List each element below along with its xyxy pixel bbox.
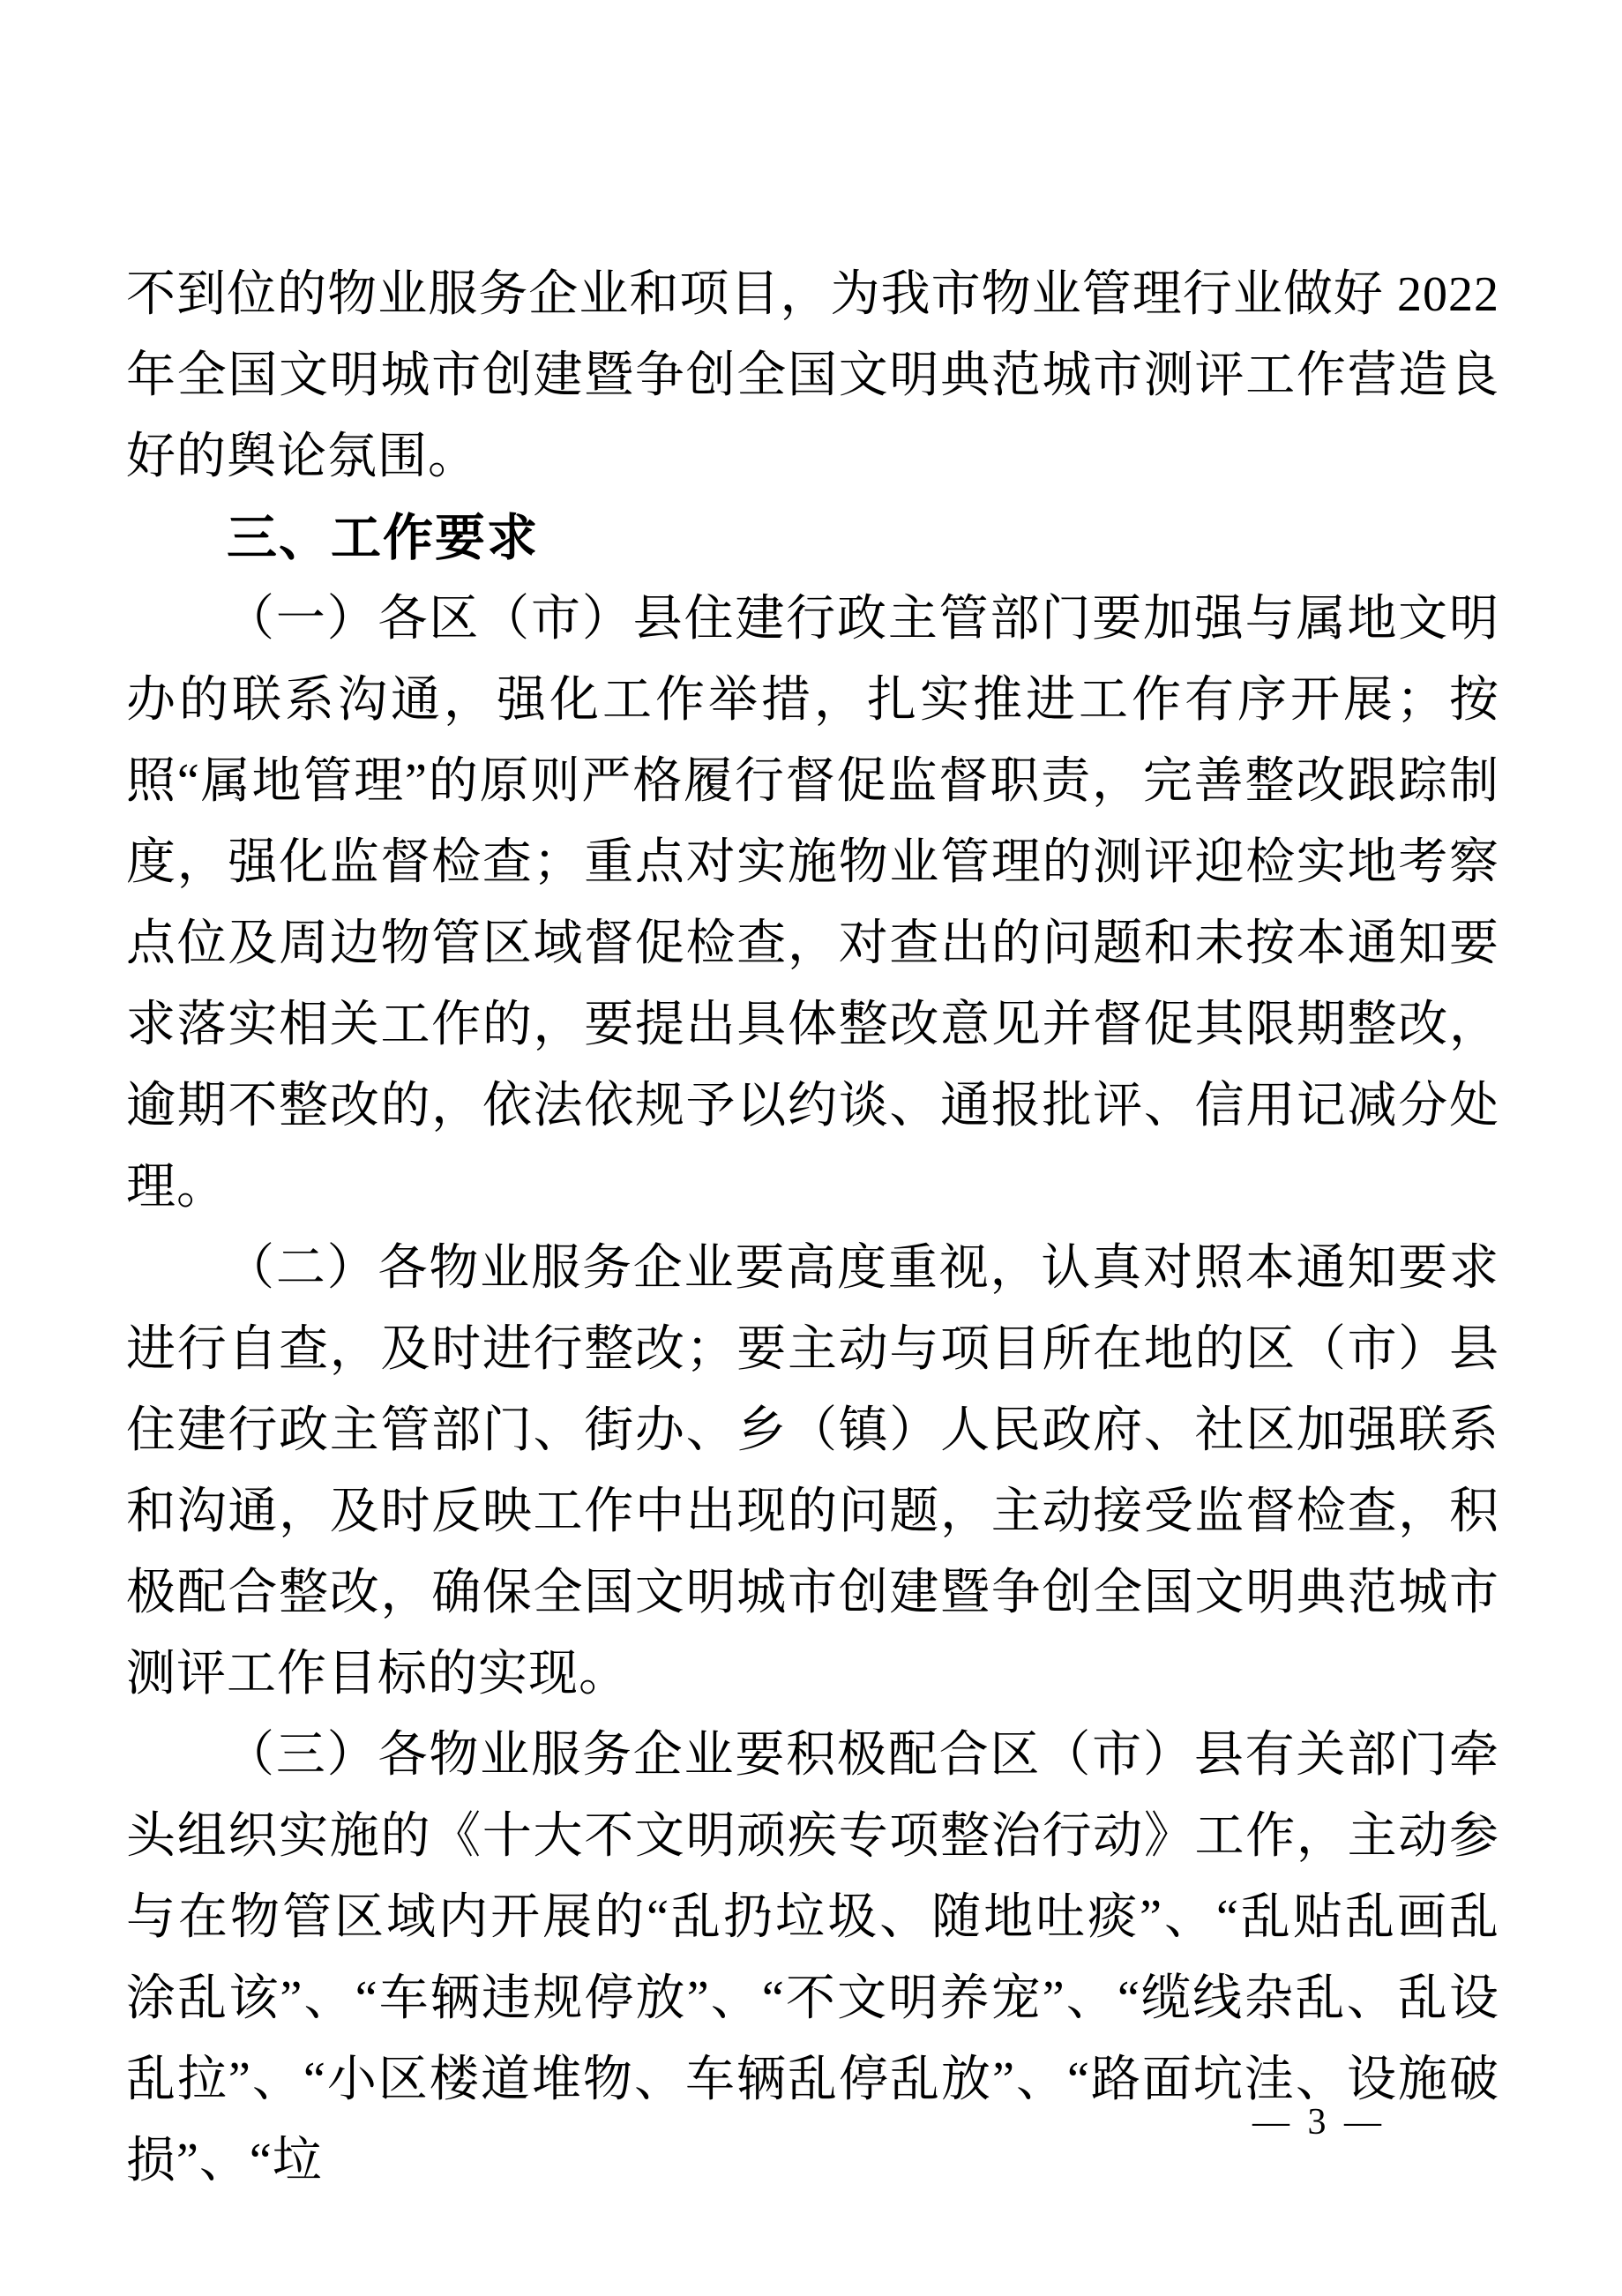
section-heading: 三、工作要求 xyxy=(227,510,539,566)
paragraph-item-two: （二）各物业服务企业要高度重视，认真对照本通知要求进行自查，及时进行整改；要主动与项目所在地的区（市）县住建行政主管部门、街办、乡（镇）人民政府、社区加强联系和沟通，及时反映工作中出现的问题，主动接受监督检查，积极配合整改，确保全国文明城市创建暨争创全国文明典范城市测评工作目标的实现。 xyxy=(126,1241,1499,1701)
paragraph-intro-continuation: 不到位的物业服务企业和项目，为我市物业管理行业做好 2022 年全国文明城市创建暨争创全国文明典范城市测评工作营造良好的舆论氛围。 xyxy=(126,267,1499,484)
document-body xyxy=(126,254,1499,2202)
paragraph-item-one: （一）各区（市）县住建行政主管部门要加强与属地文明办的联系沟通，强化工作举措，扎实推进工作有序开展；按照“属地管理”的原则严格履行督促监督职责，完善整改跟踪制度，强化监督检查；重点对实施物业管理的测评迎检实地考察点位及周边物管区域督促检查，对查出的问题和未按本通知要求落实相关工作的，要提出具体整改意见并督促其限期整改，逾期不整改的，依法依规予以约谈、通报批评、信用记减分处理。 xyxy=(126,592,1499,1215)
paragraph-item-three: （三）各物业服务企业要积极配合区（市）县有关部门牵头组织实施的《十大不文明顽疾专项整治行动》工作，主动参与在物管区域内开展的“乱扔垃圾、随地吐痰”、“乱贴乱画乱涂乱该”、“车辆违规停放”、“不文明养宠”、“缆线杂乱、乱设乱拉”、“小区楼道堆物、车辆乱停乱放”、“路面坑洼、设施破损”、“垃 xyxy=(126,1728,1499,2188)
page-number: — 3 — xyxy=(1252,2102,1386,2143)
